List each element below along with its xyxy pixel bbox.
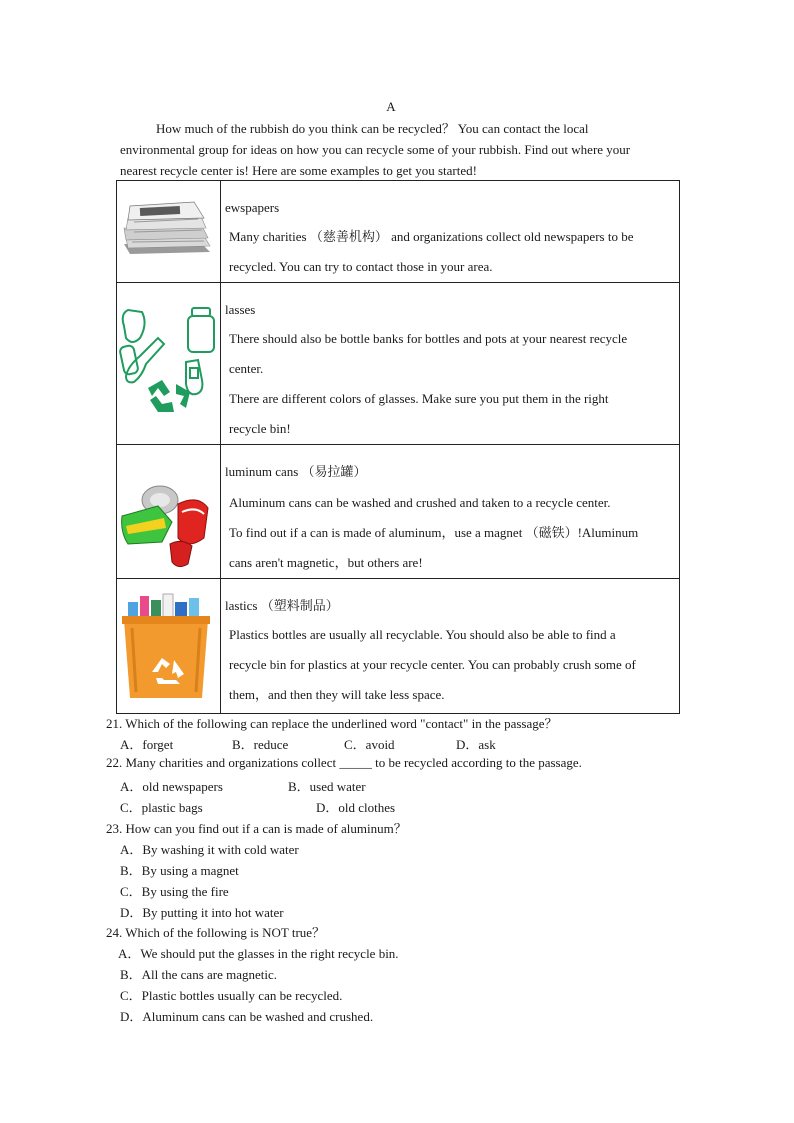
q24-option-d: D．Aluminum cans can be washed and crushed.	[120, 1009, 374, 1024]
table-row	[117, 445, 680, 579]
q23-option-c: C．By using the fire	[120, 884, 229, 899]
crushed-cans-icon	[118, 446, 218, 574]
q22-option-a: A．old newspapers	[120, 779, 223, 794]
row-body-line: recycled. You can try to contact those in your area.	[229, 259, 493, 274]
row-body-line: recycle bin!	[229, 421, 291, 436]
question-22-stem: 22. Many charities and organizations collect _____ to be recycled according to the passage.	[106, 755, 582, 770]
row-body-line: Many charities （慈善机构） and organizations collect old newspapers to be	[229, 229, 634, 244]
question-21-stem: 21. Which of the following can replace the underlined word "contact" in the passage？	[106, 716, 558, 731]
cans-picture-cell	[117, 445, 221, 579]
table-row	[117, 579, 680, 714]
row-title: luminum cans （易拉罐）	[225, 464, 367, 479]
cans-text-cell	[221, 445, 680, 579]
row-body-line: recycle bin for plastics at your recycle center. You can probably crush some of	[229, 657, 636, 672]
row-body-line: Aluminum cans can be washed and crushed and taken to a recycle center.	[229, 495, 611, 510]
q22-option-d: D．old clothes	[316, 800, 396, 815]
recycle-examples-table	[116, 180, 680, 714]
q21-option-d: D．ask	[456, 737, 496, 752]
q23-option-b: B．By using a magnet	[120, 863, 239, 878]
q23-option-a: A．By washing it with cold water	[120, 842, 299, 857]
table-row	[117, 283, 680, 445]
section-letter: A	[386, 99, 396, 114]
plastics-text-cell	[221, 579, 680, 714]
row-body-line: center.	[229, 361, 264, 376]
row-body-line: Plastics bottles are usually all recyclable. You should also be able to find a	[229, 627, 616, 642]
intro-line: nearest recycle center is! Here are some examples to get you started!	[120, 163, 477, 178]
row-body-line: There should also be bottle banks for bottles and pots at your nearest recycle	[229, 331, 628, 346]
row-body-line: To find out if a can is made of aluminum，use a magnet （磁铁）!Aluminum	[229, 525, 639, 540]
row-body-line: them，and then they will take less space.	[229, 687, 445, 702]
glass-bottles-recycle-icon	[118, 284, 218, 442]
q22-option-c: C．plastic bags	[120, 800, 203, 815]
intro-line: environmental group for ideas on how you can recycle some of your rubbish. Find out where your	[120, 142, 631, 157]
newspaper-stack-icon	[118, 182, 218, 280]
row-body-line: cans aren't magnetic，but others are!	[229, 555, 423, 570]
intro-line: How much of the rubbish do you think can be recycled？ You can contact the local	[156, 121, 589, 136]
q21-option-c: C．avoid	[344, 737, 395, 752]
row-body-line: There are different colors of glasses. Make sure you put them in the right	[229, 391, 609, 406]
plastics-recycle-bin-icon	[118, 580, 218, 713]
question-23-stem: 23. How can you find out if a can is made of aluminum？	[106, 821, 407, 836]
q24-option-c: C．Plastic bottles usually can be recycled.	[120, 988, 343, 1003]
plastics-picture-cell	[117, 579, 221, 714]
row-title: ewspapers	[225, 200, 280, 215]
q24-option-a: A．We should put the glasses in the right recycle bin.	[118, 946, 399, 961]
glass-picture-cell	[117, 283, 221, 445]
row-title: lastics （塑料制品）	[225, 598, 339, 613]
newspaper-picture-cell	[117, 181, 221, 283]
question-24-stem: 24. Which of the following is NOT true？	[106, 925, 326, 940]
row-title: lasses	[225, 302, 256, 317]
q21-option-a: A．forget	[120, 737, 174, 752]
table-row	[117, 181, 680, 283]
glass-text-cell	[221, 283, 680, 445]
q21-option-b: B．reduce	[232, 737, 289, 752]
q22-option-b: B．used water	[288, 779, 366, 794]
q24-option-b: B．All the cans are magnetic.	[120, 967, 278, 982]
intro-passage	[120, 118, 680, 181]
newspaper-text-cell	[221, 181, 680, 283]
q23-option-d: D．By putting it into hot water	[120, 905, 284, 920]
